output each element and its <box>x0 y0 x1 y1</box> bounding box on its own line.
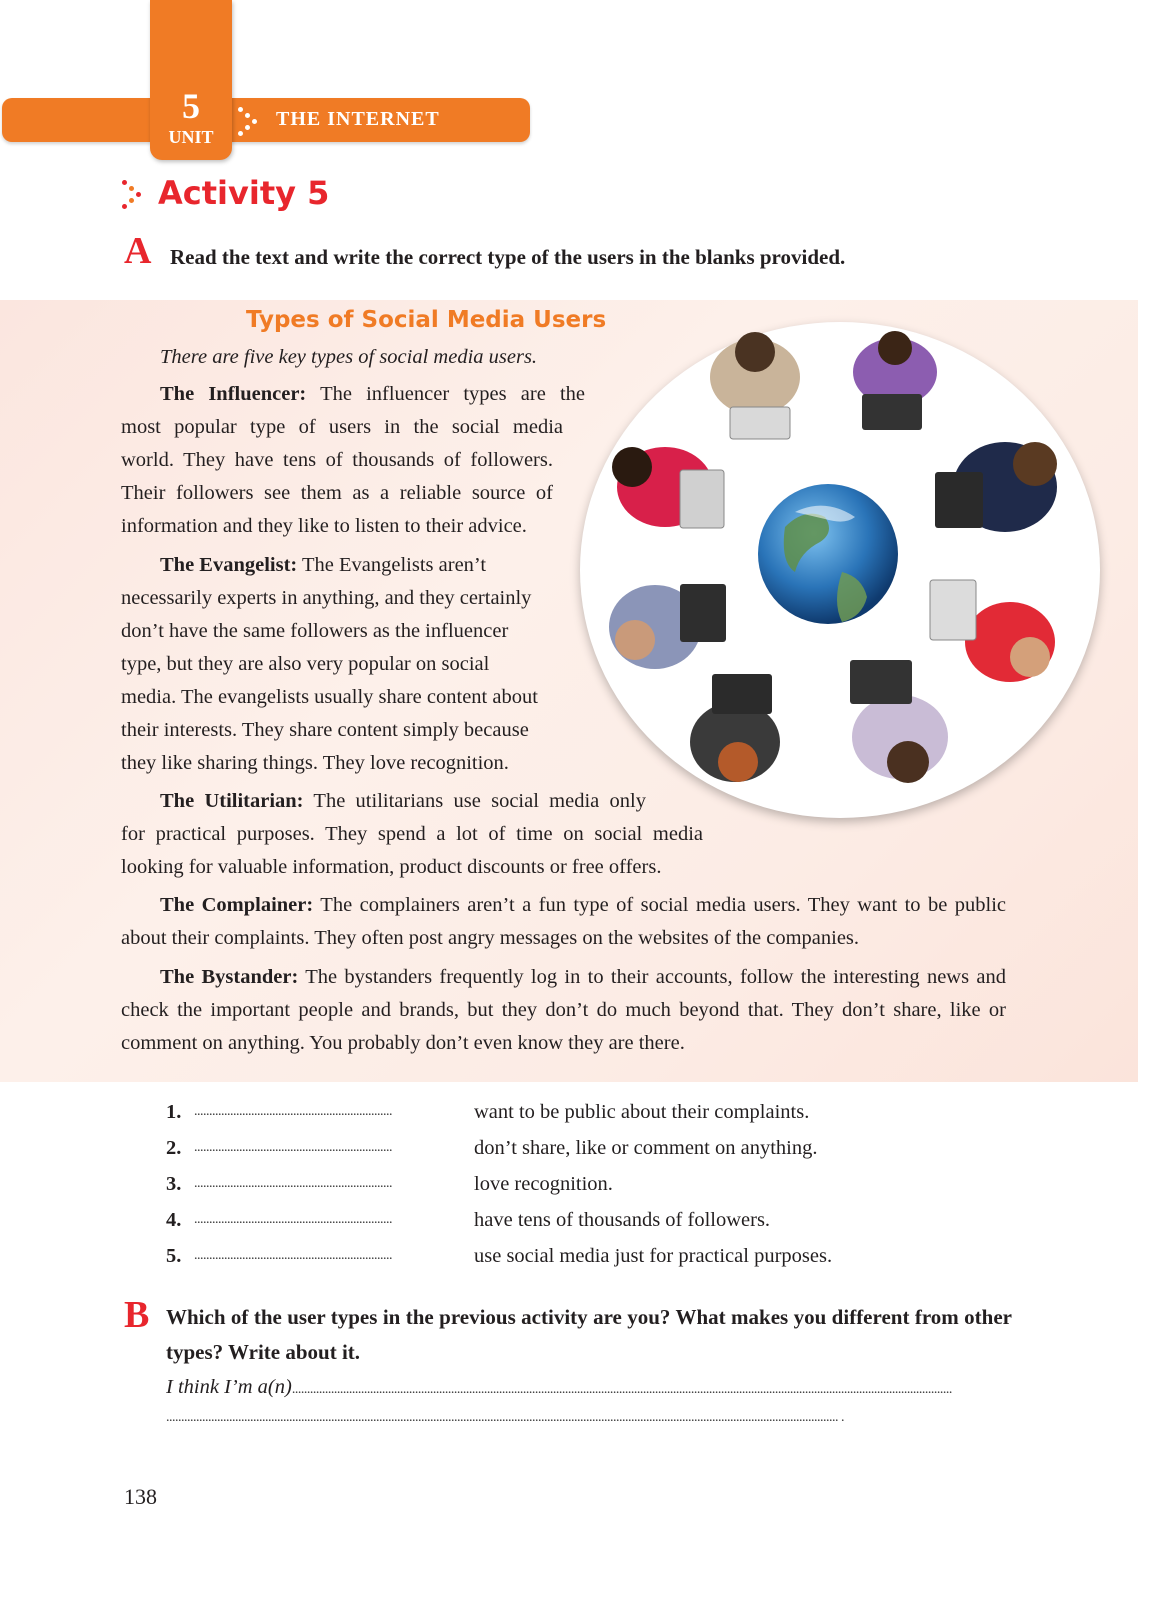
illustration-circle <box>580 322 1100 818</box>
exercise-item <box>166 1205 886 1235</box>
unit-number: 5 <box>182 86 200 126</box>
person-figure <box>710 332 800 439</box>
bystander-line: check the important people and brands, but they don’t do much beyond that. They don’t share, like or <box>121 999 1006 1021</box>
evangelist-line: The Evangelist: The Evangelists aren’t <box>160 554 487 576</box>
answer-blank[interactable]: .................................................................. <box>194 1104 392 1119</box>
answer-blank[interactable]: .................................................................. <box>194 1248 392 1263</box>
utilitarian-term: The Utilitarian: <box>160 790 304 812</box>
section-b-letter: B <box>124 1294 150 1336</box>
exercise-number: 2. <box>166 1137 182 1159</box>
person-figure <box>930 580 1055 682</box>
influencer-line: information and they like to listen to their advice. <box>121 515 527 537</box>
utilitarian-line: for practical purposes. They spend a lot of time on social media <box>121 823 703 845</box>
answer-blank[interactable]: .................................................................. <box>194 1140 392 1155</box>
utilitarian-line: The Utilitarian: The utilitarians use social media only <box>160 790 646 812</box>
evangelist-line: type, but they are also very popular on social <box>121 653 490 675</box>
evangelist-line: don’t have the same followers as the influencer <box>121 620 509 642</box>
section-b-instruction <box>166 1300 1012 1370</box>
activity-title: Activity 5 <box>158 174 330 212</box>
bystander-term: The Bystander: <box>160 966 299 988</box>
complainer-term: The Complainer: <box>160 894 314 916</box>
answer-line[interactable] <box>166 1410 1028 1440</box>
utilitarian-line: looking for valuable information, product discounts or free offers. <box>121 856 662 878</box>
reading-title: Types of Social Media Users <box>246 307 607 333</box>
answer-blank[interactable]: .................................................................. <box>194 1212 392 1227</box>
person-figure <box>935 442 1057 532</box>
exercise-text: love recognition. <box>474 1173 613 1195</box>
exercise-item <box>166 1169 886 1199</box>
exercise-number: 1. <box>166 1101 182 1123</box>
evangelist-line: media. The evangelists usually share content about <box>121 686 538 708</box>
evangelist-line: they like sharing things. They love recognition. <box>121 752 509 774</box>
exercise-number: 4. <box>166 1209 182 1231</box>
bystander-line: The Bystander: The bystanders frequently log in to their accounts, follow the interesting news and <box>160 966 1006 988</box>
answer-line[interactable] <box>166 1376 1028 1406</box>
exercise-item <box>166 1133 886 1163</box>
section-b-instruction-line: Which of the user types in the previous activity are you? What makes you different from other <box>166 1305 1012 1329</box>
unit-label: UNIT <box>168 127 214 147</box>
person-figure <box>609 584 726 669</box>
answer-dots: ................................................................................................................................................................................................................................ . <box>166 1410 844 1425</box>
evangelist-line: necessarily experts in anything, and they certainly <box>121 587 532 609</box>
bystander-line: comment on anything. You probably don’t even know they are there. <box>121 1032 685 1054</box>
exercise-text: have tens of thousands of followers. <box>474 1209 771 1231</box>
answer-dots: ............................................................................................................................................................................................................................ <box>291 1382 952 1397</box>
section-a-letter: A <box>124 230 152 272</box>
reading-intro <box>160 341 600 375</box>
exercise-text: want to be public about their complaints. <box>474 1101 810 1123</box>
complainer-line: about their complaints. They often post angry messages on the websites of the companies. <box>121 927 860 949</box>
person-figure <box>853 331 937 430</box>
exercise-item <box>166 1241 886 1271</box>
influencer-line: Their followers see them as a reliable source of <box>121 482 553 504</box>
unit-title: THE INTERNET <box>276 108 440 130</box>
unit-tab <box>150 0 232 160</box>
influencer-line: world. They have tens of thousands of followers. <box>121 449 553 471</box>
answer-start-text: I think I’m a(n) <box>166 1376 292 1398</box>
evangelist-term: The Evangelist: <box>160 554 298 576</box>
exercise-number: 3. <box>166 1173 182 1195</box>
person-figure <box>850 660 948 783</box>
person-figure <box>612 447 724 528</box>
influencer-line: most popular type of users in the social media <box>121 416 563 438</box>
exercise-item <box>166 1097 886 1127</box>
person-figure <box>690 674 780 782</box>
globe-icon <box>758 484 898 624</box>
exercise-number: 5. <box>166 1245 182 1267</box>
evangelist-line: their interests. They share content simply because <box>121 719 529 741</box>
section-b-instruction-line: types? Write about it. <box>166 1340 361 1364</box>
page-number: 138 <box>124 1484 157 1509</box>
answer-blank[interactable]: .................................................................. <box>194 1176 392 1191</box>
influencer-line: The Influencer: The influencer types are the <box>160 383 585 405</box>
exercise-text: use social media just for practical purposes. <box>474 1245 833 1267</box>
people-around-globe-illustration <box>580 322 1100 818</box>
section-a-instruction: Read the text and write the correct type of the users in the blanks provided. <box>170 245 846 269</box>
influencer-term: The Influencer: <box>160 383 307 405</box>
reading-intro-text: There are five key types of social media users. <box>160 346 538 368</box>
unit-header-bar <box>2 98 530 142</box>
exercise-text: don’t share, like or comment on anything. <box>474 1137 818 1159</box>
complainer-line: The Complainer: The complainers aren’t a fun type of social media users. They want to be public <box>160 894 1006 916</box>
